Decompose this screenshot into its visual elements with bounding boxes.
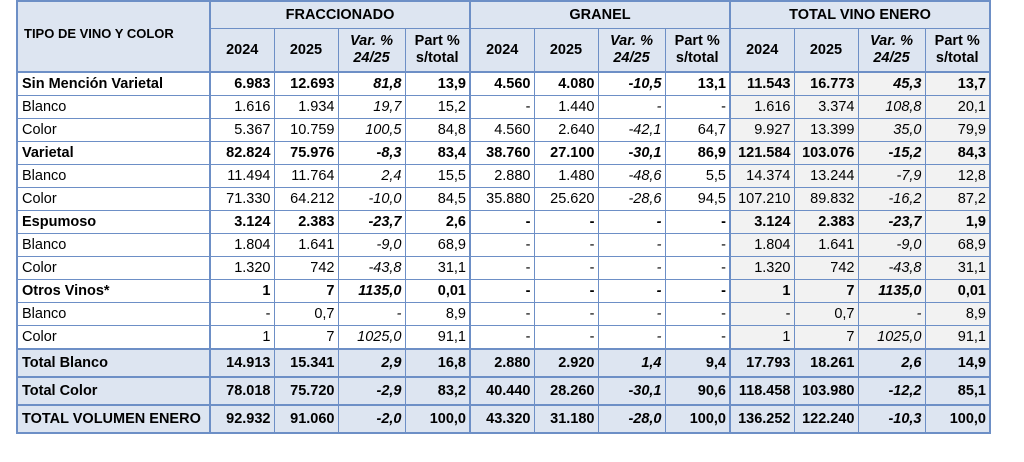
value-cell: 13,1: [665, 72, 730, 96]
value-cell: -: [665, 303, 730, 326]
group-header-granel: GRANEL: [470, 1, 730, 29]
value-cell: 118.458: [730, 377, 794, 405]
value-cell: -: [598, 257, 665, 280]
sub-header-line2: 24/25: [873, 50, 910, 66]
value-cell: -10,5: [598, 72, 665, 96]
group-header-fraccionado: FRACCIONADO: [210, 1, 470, 29]
value-cell: -: [534, 234, 598, 257]
value-cell: -2,9: [338, 377, 405, 405]
sub-header-line2: 24/25: [613, 50, 650, 66]
value-cell: 94,5: [665, 188, 730, 211]
value-cell: 64.212: [274, 188, 338, 211]
value-cell: -7,9: [858, 165, 925, 188]
value-cell: 1: [730, 280, 794, 303]
value-cell: -15,2: [858, 142, 925, 165]
sub-header-line1: Var. %: [610, 33, 653, 49]
value-cell: 3.374: [794, 96, 858, 119]
value-cell: 14,9: [925, 349, 990, 377]
value-cell: 85,1: [925, 377, 990, 405]
sub-header-cell: [858, 29, 925, 73]
value-cell: -8,3: [338, 142, 405, 165]
sub-header-line1: 2025: [289, 41, 323, 58]
value-cell: 31,1: [405, 257, 470, 280]
total-row: [17, 377, 990, 405]
value-cell: -43,8: [338, 257, 405, 280]
value-cell: -: [534, 326, 598, 350]
value-cell: 1: [210, 326, 274, 350]
value-cell: 40.440: [470, 377, 534, 405]
value-cell: -: [210, 303, 274, 326]
sub-header-line2: s/total: [675, 50, 719, 66]
value-cell: -: [665, 257, 730, 280]
value-cell: -: [598, 234, 665, 257]
value-cell: 68,9: [405, 234, 470, 257]
value-cell: 31.180: [534, 405, 598, 433]
value-cell: 86,9: [665, 142, 730, 165]
value-cell: 2,6: [405, 211, 470, 234]
table-row: [17, 96, 990, 119]
sub-header-line1: Part %: [934, 33, 980, 49]
value-cell: -: [665, 234, 730, 257]
group-header-row: [17, 1, 990, 29]
value-cell: 64,7: [665, 119, 730, 142]
value-cell: 38.760: [470, 142, 534, 165]
row-name-cell: Total Color: [17, 377, 210, 405]
value-cell: 0,01: [405, 280, 470, 303]
value-cell: 8,9: [405, 303, 470, 326]
value-cell: -: [470, 303, 534, 326]
row-name-cell: Espumoso: [17, 211, 210, 234]
value-cell: 45,3: [858, 72, 925, 96]
row-name-cell: Blanco: [17, 165, 210, 188]
value-cell: 1.320: [210, 257, 274, 280]
value-cell: -: [665, 326, 730, 350]
value-cell: -: [730, 303, 794, 326]
value-cell: 10.759: [274, 119, 338, 142]
value-cell: 1025,0: [338, 326, 405, 350]
value-cell: 2.880: [470, 349, 534, 377]
value-cell: 742: [274, 257, 338, 280]
sub-header-line2: 24/25: [353, 50, 390, 66]
value-cell: -9,0: [858, 234, 925, 257]
table-row: [17, 119, 990, 142]
value-cell: -: [534, 280, 598, 303]
value-cell: -: [534, 257, 598, 280]
value-cell: 103.076: [794, 142, 858, 165]
value-cell: -28,0: [598, 405, 665, 433]
value-cell: -: [598, 211, 665, 234]
value-cell: -: [598, 326, 665, 350]
sub-header-cell: [534, 29, 598, 73]
total-row: [17, 349, 990, 377]
value-cell: 84,3: [925, 142, 990, 165]
value-cell: 12,8: [925, 165, 990, 188]
value-cell: 89.832: [794, 188, 858, 211]
value-cell: -: [470, 234, 534, 257]
value-cell: -30,1: [598, 377, 665, 405]
value-cell: 14.913: [210, 349, 274, 377]
value-cell: 2,4: [338, 165, 405, 188]
value-cell: 7: [794, 326, 858, 350]
value-cell: -: [534, 211, 598, 234]
value-cell: 75.720: [274, 377, 338, 405]
value-cell: 83,2: [405, 377, 470, 405]
value-cell: -: [534, 303, 598, 326]
sub-header-cell: [405, 29, 470, 73]
value-cell: 78.018: [210, 377, 274, 405]
value-cell: 100,0: [665, 405, 730, 433]
value-cell: 2.920: [534, 349, 598, 377]
value-cell: 4.080: [534, 72, 598, 96]
value-cell: -10,0: [338, 188, 405, 211]
value-cell: 1.616: [730, 96, 794, 119]
row-name-cell: Blanco: [17, 234, 210, 257]
sub-header-cell: [470, 29, 534, 73]
value-cell: 15,5: [405, 165, 470, 188]
value-cell: 1.641: [794, 234, 858, 257]
table-row: [17, 303, 990, 326]
value-cell: 15,2: [405, 96, 470, 119]
value-cell: 1,4: [598, 349, 665, 377]
sub-header-line1: 2024: [486, 41, 519, 58]
value-cell: 71.330: [210, 188, 274, 211]
value-cell: 1.320: [730, 257, 794, 280]
value-cell: 11.764: [274, 165, 338, 188]
value-cell: -: [858, 303, 925, 326]
value-cell: 17.793: [730, 349, 794, 377]
value-cell: 12.693: [274, 72, 338, 96]
sub-header-cell: [730, 29, 794, 73]
value-cell: 4.560: [470, 119, 534, 142]
value-cell: -: [665, 280, 730, 303]
value-cell: 91.060: [274, 405, 338, 433]
value-cell: 11.543: [730, 72, 794, 96]
value-cell: -43,8: [858, 257, 925, 280]
value-cell: 1.440: [534, 96, 598, 119]
sub-header-line2: s/total: [415, 50, 459, 66]
value-cell: 0,7: [274, 303, 338, 326]
value-cell: 9,4: [665, 349, 730, 377]
value-cell: -: [338, 303, 405, 326]
value-cell: 7: [274, 326, 338, 350]
value-cell: 91,1: [405, 326, 470, 350]
row-name-cell: Total Blanco: [17, 349, 210, 377]
value-cell: 100,0: [405, 405, 470, 433]
table-row: [17, 257, 990, 280]
value-cell: 15.341: [274, 349, 338, 377]
table-row: [17, 280, 990, 303]
value-cell: 2.383: [794, 211, 858, 234]
value-cell: 18.261: [794, 349, 858, 377]
value-cell: 0,7: [794, 303, 858, 326]
value-cell: -: [598, 280, 665, 303]
sub-header-line1: 2024: [746, 41, 779, 58]
row-name-cell: TOTAL VOLUMEN ENERO: [17, 405, 210, 433]
value-cell: 5,5: [665, 165, 730, 188]
sub-header-line1: Part %: [674, 33, 720, 49]
row-name-cell: Varietal: [17, 142, 210, 165]
sub-header-line1: Part %: [414, 33, 460, 49]
value-cell: 6.983: [210, 72, 274, 96]
value-cell: 19,7: [338, 96, 405, 119]
sub-header-line1: 2025: [549, 41, 583, 58]
value-cell: 81,8: [338, 72, 405, 96]
sub-header-cell: [210, 29, 274, 73]
value-cell: 2,6: [858, 349, 925, 377]
value-cell: 16.773: [794, 72, 858, 96]
table-body: [17, 72, 990, 433]
value-cell: 25.620: [534, 188, 598, 211]
wine-volume-table: [16, 0, 991, 434]
row-label-header: TIPO DE VINO Y COLOR: [17, 1, 210, 72]
value-cell: -: [598, 303, 665, 326]
sub-header-line1: Var. %: [870, 33, 913, 49]
row-name-cell: Color: [17, 326, 210, 350]
sub-header-cell: [925, 29, 990, 73]
value-cell: 1135,0: [338, 280, 405, 303]
value-cell: 107.210: [730, 188, 794, 211]
sub-header-cell: [665, 29, 730, 73]
value-cell: 2.640: [534, 119, 598, 142]
value-cell: -16,2: [858, 188, 925, 211]
value-cell: 92.932: [210, 405, 274, 433]
value-cell: 2.880: [470, 165, 534, 188]
row-name-cell: Blanco: [17, 303, 210, 326]
sub-header-cell: [274, 29, 338, 73]
value-cell: 1135,0: [858, 280, 925, 303]
value-cell: -: [470, 257, 534, 280]
row-name-cell: Color: [17, 257, 210, 280]
value-cell: 13.244: [794, 165, 858, 188]
value-cell: -10,3: [858, 405, 925, 433]
value-cell: 100,0: [925, 405, 990, 433]
value-cell: 0,01: [925, 280, 990, 303]
value-cell: 5.367: [210, 119, 274, 142]
value-cell: -: [598, 96, 665, 119]
value-cell: -23,7: [338, 211, 405, 234]
value-cell: -2,0: [338, 405, 405, 433]
value-cell: 13,7: [925, 72, 990, 96]
value-cell: -30,1: [598, 142, 665, 165]
value-cell: -: [470, 280, 534, 303]
value-cell: 84,8: [405, 119, 470, 142]
sub-header-cell: [794, 29, 858, 73]
value-cell: 1.641: [274, 234, 338, 257]
value-cell: -9,0: [338, 234, 405, 257]
value-cell: 1: [730, 326, 794, 350]
value-cell: 103.980: [794, 377, 858, 405]
value-cell: 31,1: [925, 257, 990, 280]
value-cell: 100,5: [338, 119, 405, 142]
row-name-cell: Color: [17, 188, 210, 211]
sub-header-cell: [338, 29, 405, 73]
value-cell: 68,9: [925, 234, 990, 257]
table-row: [17, 188, 990, 211]
value-cell: 84,5: [405, 188, 470, 211]
row-name-cell: Blanco: [17, 96, 210, 119]
value-cell: 1.934: [274, 96, 338, 119]
sub-header-line2: s/total: [935, 50, 979, 66]
value-cell: 3.124: [210, 211, 274, 234]
table-row: [17, 72, 990, 96]
value-cell: 3.124: [730, 211, 794, 234]
value-cell: 13.399: [794, 119, 858, 142]
value-cell: -: [665, 96, 730, 119]
table-row: [17, 326, 990, 350]
table-row: [17, 234, 990, 257]
value-cell: 1.804: [730, 234, 794, 257]
sub-header-line1: Var. %: [350, 33, 393, 49]
table-row: [17, 165, 990, 188]
value-cell: -: [470, 96, 534, 119]
value-cell: 27.100: [534, 142, 598, 165]
value-cell: -48,6: [598, 165, 665, 188]
value-cell: 1,9: [925, 211, 990, 234]
value-cell: 121.584: [730, 142, 794, 165]
value-cell: 35,0: [858, 119, 925, 142]
value-cell: 7: [794, 280, 858, 303]
value-cell: 108,8: [858, 96, 925, 119]
value-cell: 13,9: [405, 72, 470, 96]
row-name-cell: Otros Vinos*: [17, 280, 210, 303]
value-cell: 11.494: [210, 165, 274, 188]
value-cell: 87,2: [925, 188, 990, 211]
sub-header-line1: 2025: [809, 41, 843, 58]
value-cell: -42,1: [598, 119, 665, 142]
sub-header-cell: [598, 29, 665, 73]
value-cell: 1.804: [210, 234, 274, 257]
value-cell: 90,6: [665, 377, 730, 405]
value-cell: 1025,0: [858, 326, 925, 350]
group-header-total: TOTAL VINO ENERO: [730, 1, 990, 29]
value-cell: 2,9: [338, 349, 405, 377]
value-cell: -: [665, 211, 730, 234]
value-cell: 82.824: [210, 142, 274, 165]
value-cell: -: [470, 211, 534, 234]
value-cell: -12,2: [858, 377, 925, 405]
table-row: [17, 142, 990, 165]
value-cell: 9.927: [730, 119, 794, 142]
value-cell: 8,9: [925, 303, 990, 326]
value-cell: 28.260: [534, 377, 598, 405]
value-cell: 2.383: [274, 211, 338, 234]
value-cell: -28,6: [598, 188, 665, 211]
value-cell: 1: [210, 280, 274, 303]
row-name-cell: Sin Mención Varietal: [17, 72, 210, 96]
value-cell: 122.240: [794, 405, 858, 433]
value-cell: 136.252: [730, 405, 794, 433]
value-cell: 83,4: [405, 142, 470, 165]
value-cell: 742: [794, 257, 858, 280]
total-row: [17, 405, 990, 433]
value-cell: 4.560: [470, 72, 534, 96]
value-cell: 7: [274, 280, 338, 303]
value-cell: -: [470, 326, 534, 350]
value-cell: -23,7: [858, 211, 925, 234]
value-cell: 16,8: [405, 349, 470, 377]
value-cell: 79,9: [925, 119, 990, 142]
value-cell: 1.480: [534, 165, 598, 188]
value-cell: 75.976: [274, 142, 338, 165]
value-cell: 1.616: [210, 96, 274, 119]
sub-header-line1: 2024: [226, 41, 259, 58]
value-cell: 14.374: [730, 165, 794, 188]
value-cell: 43.320: [470, 405, 534, 433]
value-cell: 91,1: [925, 326, 990, 350]
value-cell: 20,1: [925, 96, 990, 119]
value-cell: 35.880: [470, 188, 534, 211]
table-row: [17, 211, 990, 234]
row-name-cell: Color: [17, 119, 210, 142]
